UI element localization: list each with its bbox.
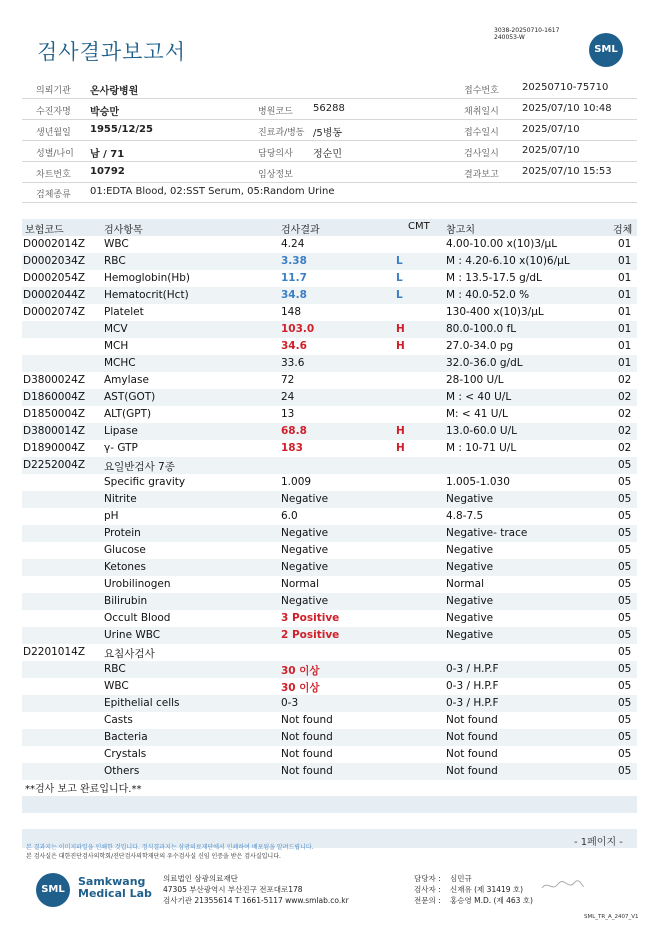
- col-ref: 참고치: [446, 225, 475, 236]
- cell-ref: 4.00-10.00 x(10)3/μL: [446, 237, 558, 250]
- hosp-code-label: 병원코드: [258, 107, 293, 117]
- cell-item: Hematocrit(Hct): [104, 288, 189, 301]
- cell-specimen: 05: [618, 543, 632, 556]
- cell-cmt: L: [396, 288, 403, 301]
- table-row: [22, 610, 637, 627]
- cell-specimen: 01: [618, 288, 632, 301]
- table-row: [22, 559, 637, 576]
- sml-logo: SML: [589, 33, 623, 67]
- cell-specimen: 05: [618, 611, 632, 624]
- table-row: [22, 321, 637, 338]
- sex-age-label: 성별/나이: [36, 149, 74, 159]
- cell-item: γ- GTP: [104, 441, 138, 454]
- signature-icon: [540, 878, 586, 892]
- cell-specimen: 05: [618, 577, 632, 590]
- table-row: [22, 474, 637, 491]
- cell-specimen: 05: [618, 509, 632, 522]
- cell-result: Negative: [281, 492, 329, 505]
- cell-specimen: 02: [618, 390, 632, 403]
- test-date-label: 검사일시: [464, 149, 499, 159]
- cell-cmt: H: [396, 441, 405, 454]
- cell-ref: Negative: [446, 560, 494, 573]
- table-row: [22, 644, 637, 661]
- cell-item: MCV: [104, 322, 128, 335]
- cell-item: 요일반검사 7종: [104, 460, 175, 473]
- results-table-header: [22, 219, 637, 236]
- cell-item: Epithelial cells: [104, 696, 180, 709]
- dept-label: 진료과/병동: [258, 128, 305, 138]
- cell-result: 4.24: [281, 237, 305, 250]
- doctor-label: 담당의사: [258, 149, 293, 159]
- report-date-label: 결과보고: [464, 170, 499, 180]
- cell-result: 33.6: [281, 356, 305, 369]
- cell-result: 30 이상: [281, 664, 320, 677]
- cell-result: 24: [281, 390, 295, 403]
- cell-code: D2201014Z: [23, 645, 86, 658]
- cell-item: Specific gravity: [104, 475, 186, 488]
- report-date-value: 2025/07/10 15:53: [522, 166, 612, 177]
- cell-ref: Negative- trace: [446, 526, 528, 539]
- cell-code: D0002044Z: [23, 288, 86, 301]
- hosp-code-value: 56288: [313, 103, 345, 114]
- cell-specimen: 05: [618, 475, 632, 488]
- cell-specimen: 01: [618, 305, 632, 318]
- chart-label: 차트번호: [36, 170, 71, 180]
- cell-cmt: H: [396, 322, 405, 335]
- cell-specimen: 05: [618, 747, 632, 760]
- cell-code: D1860004Z: [23, 390, 86, 403]
- table-row: [22, 576, 637, 593]
- cell-ref: 4.8-7.5: [446, 509, 484, 522]
- cell-result: Not found: [281, 747, 333, 760]
- cell-cmt: L: [396, 254, 403, 267]
- table-row: [22, 270, 637, 287]
- cell-ref: Not found: [446, 730, 498, 743]
- staff2-label: 검사자 :: [414, 885, 441, 894]
- cell-item: 요침사검사: [104, 647, 155, 660]
- table-row: [22, 406, 637, 423]
- cell-item: MCH: [104, 339, 129, 352]
- cell-ref: 13.0-60.0 U/L: [446, 424, 517, 437]
- cell-specimen: 05: [618, 560, 632, 573]
- cell-code: D3800014Z: [23, 424, 86, 437]
- cell-ref: M: < 41 U/L: [446, 407, 508, 420]
- cell-item: Hemoglobin(Hb): [104, 271, 191, 284]
- table-row: [22, 389, 637, 406]
- cell-cmt: H: [396, 424, 405, 437]
- chart-value: 10792: [90, 166, 125, 177]
- cell-ref: Negative: [446, 492, 494, 505]
- cell-result: 13: [281, 407, 295, 420]
- cell-code: D2252004Z: [23, 458, 86, 471]
- cell-ref: 0-3 / H.P.F: [446, 679, 499, 692]
- dob-label: 생년월일: [36, 128, 71, 138]
- cell-specimen: 05: [618, 645, 632, 658]
- institution-label: 의뢰기관: [36, 86, 71, 96]
- staff2-value: 신재유 (제 31419 호): [450, 885, 524, 894]
- table-row: [22, 372, 637, 389]
- receipt-date-label: 접수일시: [464, 128, 499, 138]
- cell-specimen: 05: [618, 628, 632, 641]
- cell-ref: M : < 40 U/L: [446, 390, 512, 403]
- footer-company: [78, 876, 152, 900]
- cell-specimen: 05: [618, 526, 632, 539]
- cell-item: Protein: [104, 526, 141, 539]
- cell-specimen: 01: [618, 356, 632, 369]
- cell-ref: 0-3 / H.P.F: [446, 696, 499, 709]
- cell-ref: 27.0-34.0 pg: [446, 339, 514, 352]
- patient-value: 박승만: [90, 107, 119, 118]
- col-code: 보험코드: [25, 225, 64, 236]
- cell-specimen: 01: [618, 339, 632, 352]
- table-row: [22, 729, 637, 746]
- cell-result: 148: [281, 305, 302, 318]
- cell-code: D0002054Z: [23, 271, 86, 284]
- cell-ref: Normal: [446, 577, 484, 590]
- cell-result: 34.6: [281, 339, 307, 352]
- cell-item: Crystals: [104, 747, 147, 760]
- cell-item: Occult Blood: [104, 611, 171, 624]
- table-row: [22, 338, 637, 355]
- cell-ref: Not found: [446, 713, 498, 726]
- cell-item: pH: [104, 509, 119, 522]
- table-row: [22, 423, 637, 440]
- col-item: 검사항목: [104, 225, 143, 236]
- table-row: [22, 695, 637, 712]
- barcode-number: [494, 27, 559, 41]
- cell-result: Negative: [281, 543, 329, 556]
- cell-result: 68.8: [281, 424, 307, 437]
- cell-result: Not found: [281, 713, 333, 726]
- cell-specimen: 05: [618, 713, 632, 726]
- col-specimen: 검체: [613, 225, 633, 236]
- table-row: [22, 236, 637, 253]
- cell-result: Not found: [281, 764, 333, 777]
- cell-ref: 80.0-100.0 fL: [446, 322, 517, 335]
- cell-item: WBC: [104, 679, 129, 692]
- cell-item: ALT(GPT): [104, 407, 152, 420]
- institution-value: 온사랑병원: [90, 86, 139, 97]
- cell-item: Bacteria: [104, 730, 148, 743]
- cell-ref: Negative: [446, 611, 494, 624]
- blank-row: [22, 796, 637, 813]
- cell-ref: M : 10-71 U/L: [446, 441, 517, 454]
- cell-specimen: 05: [618, 730, 632, 743]
- table-row: [22, 746, 637, 763]
- table-row: [22, 627, 637, 644]
- patient-label: 수진자명: [36, 107, 71, 117]
- cell-item: Urobilinogen: [104, 577, 171, 590]
- table-row: [22, 287, 637, 304]
- dept-value: /5병동: [313, 128, 343, 139]
- cell-ref: M : 4.20-6.10 x(10)6/μL: [446, 254, 570, 267]
- cell-result: 3.38: [281, 254, 307, 267]
- cell-ref: Negative: [446, 594, 494, 607]
- cell-specimen: 02: [618, 373, 632, 386]
- specimen-label: 검체종류: [36, 190, 71, 200]
- cell-item: RBC: [104, 254, 126, 267]
- document-number: SML_TR_A_2407_V1: [584, 914, 639, 920]
- cell-item: Casts: [104, 713, 133, 726]
- table-row: [22, 355, 637, 372]
- cell-result: 103.0: [281, 322, 315, 335]
- cell-item: Amylase: [104, 373, 149, 386]
- cell-specimen: 01: [618, 237, 632, 250]
- page-number: - 1페이지 -: [574, 837, 623, 848]
- cell-result: 0-3: [281, 696, 299, 709]
- cell-ref: Negative: [446, 543, 494, 556]
- cell-item: MCHC: [104, 356, 136, 369]
- cell-result: 1.009: [281, 475, 312, 488]
- table-row: [22, 593, 637, 610]
- cell-result: 34.8: [281, 288, 307, 301]
- cell-code: D0002014Z: [23, 237, 86, 250]
- cell-result: 183: [281, 441, 303, 454]
- table-row: [22, 661, 637, 678]
- cell-item: Nitrite: [104, 492, 137, 505]
- header-row-6: [22, 182, 637, 203]
- table-row: [22, 491, 637, 508]
- col-result: 검사결과: [281, 225, 320, 236]
- cell-result: Normal: [281, 577, 319, 590]
- table-row: [22, 542, 637, 559]
- cell-result: 6.0: [281, 509, 298, 522]
- cell-item: RBC: [104, 662, 126, 675]
- cell-ref: Not found: [446, 764, 498, 777]
- cell-specimen: 05: [618, 696, 632, 709]
- cell-item: AST(GOT): [104, 390, 156, 403]
- specimen-value: 01:EDTA Blood, 02:SST Serum, 05:Random Urine: [90, 186, 335, 197]
- footer-logo: SML: [36, 873, 70, 907]
- dob-value: 1955/12/25: [90, 124, 153, 135]
- cell-specimen: 05: [618, 764, 632, 777]
- header-row-1: [22, 78, 637, 99]
- cell-specimen: 01: [618, 254, 632, 267]
- cell-item: Bilirubin: [104, 594, 148, 607]
- barcode-line-1: 3038-20250710-1617: [494, 27, 560, 34]
- footer-address: 47305 부산광역시 부산진구 전포대로178: [163, 885, 303, 894]
- barcode-line-2: 240053-W: [494, 34, 525, 41]
- clinical-label: 임상정보: [258, 170, 293, 180]
- table-row: [22, 763, 637, 780]
- test-date-value: 2025/07/10: [522, 145, 580, 156]
- footer-org: 의료법인 삼광의료재단: [163, 874, 238, 883]
- cell-code: D1890004Z: [23, 441, 86, 454]
- cell-specimen: 02: [618, 407, 632, 420]
- table-row: [22, 457, 637, 474]
- image-notice: 본 결과지는 이미지파일을 인쇄한 것입니다. 정식결과지는 삼광의료재단에서 인쇄하여 배포됨을 알려드립니다.: [26, 844, 314, 851]
- company-line-2: Medical Lab: [78, 887, 152, 900]
- cell-result: 30 이상: [281, 681, 320, 694]
- cell-result: 3 Positive: [281, 611, 340, 624]
- table-row: [22, 525, 637, 542]
- staff3-value: 홍승영 M.D. (제 463 호): [450, 896, 533, 905]
- cell-item: Platelet: [104, 305, 144, 318]
- cell-item: Others: [104, 764, 140, 777]
- cell-cmt: L: [396, 271, 403, 284]
- table-row: [22, 712, 637, 729]
- cell-result: Negative: [281, 560, 329, 573]
- page-title: 검사결과보고서: [37, 40, 187, 64]
- cell-specimen: 05: [618, 492, 632, 505]
- cell-cmt: H: [396, 339, 405, 352]
- cell-ref: M : 40.0-52.0 %: [446, 288, 530, 301]
- cell-result: Negative: [281, 526, 329, 539]
- table-row: [22, 440, 637, 457]
- staff3-label: 전문의 :: [414, 896, 441, 905]
- cell-item: WBC: [104, 237, 129, 250]
- staff1-label: 담당자 :: [414, 874, 441, 883]
- cell-item: Ketones: [104, 560, 146, 573]
- cell-ref: 28-100 U/L: [446, 373, 504, 386]
- header-row-4: [22, 141, 637, 162]
- table-row: [22, 253, 637, 270]
- header-row-5: [22, 162, 637, 183]
- cell-ref: M : 13.5-17.5 g/dL: [446, 271, 542, 284]
- cell-code: D0002034Z: [23, 254, 86, 267]
- cell-item: Urine WBC: [104, 628, 161, 641]
- receipt-date-value: 2025/07/10: [522, 124, 580, 135]
- cell-result: Not found: [281, 730, 333, 743]
- cell-ref: 0-3 / H.P.F: [446, 662, 499, 675]
- sex-age-value: 남 / 71: [90, 149, 125, 160]
- cell-specimen: 05: [618, 679, 632, 692]
- cell-ref: 130-400 x(10)3/μL: [446, 305, 544, 318]
- accreditation-notice: 본 검사실은 대한진단검사의학회/진단검사의학재단의 우수검사실 신임 인증을 받은 검사실입니다.: [26, 853, 281, 860]
- cell-specimen: 05: [618, 458, 632, 471]
- cell-specimen: 01: [618, 271, 632, 284]
- cell-specimen: 02: [618, 424, 632, 437]
- table-row: [22, 508, 637, 525]
- company-line-1: Samkwang: [78, 875, 146, 888]
- cell-result: 11.7: [281, 271, 307, 284]
- collect-date-label: 채취일시: [464, 107, 499, 117]
- receipt-no-value: 20250710-75710: [522, 82, 609, 93]
- report-complete-text: [22, 779, 637, 796]
- cell-ref: Not found: [446, 747, 498, 760]
- cell-code: D3800024Z: [23, 373, 86, 386]
- collect-date-value: 2025/07/10 10:48: [522, 103, 612, 114]
- doctor-value: 정순민: [313, 149, 342, 160]
- report-complete-label: **검사 보고 완료입니다.**: [25, 784, 142, 795]
- footer-contact: 검사기관 21355614 T 1661-5117 www.smlab.co.kr: [163, 896, 349, 905]
- cell-result: 2 Positive: [281, 628, 340, 641]
- cell-specimen: 05: [618, 662, 632, 675]
- table-row: [22, 678, 637, 695]
- cell-ref: 32.0-36.0 g/dL: [446, 356, 523, 369]
- receipt-no-label: 접수번호: [464, 86, 499, 96]
- cell-specimen: 05: [618, 594, 632, 607]
- cell-item: Lipase: [104, 424, 138, 437]
- col-cmt: CMT: [408, 221, 430, 232]
- cell-result: 72: [281, 373, 295, 386]
- table-row: [22, 304, 637, 321]
- cell-item: Glucose: [104, 543, 146, 556]
- cell-result: Negative: [281, 594, 329, 607]
- header-row-2: [22, 99, 637, 120]
- header-row-3: [22, 120, 637, 141]
- cell-code: D0002074Z: [23, 305, 86, 318]
- cell-specimen: 02: [618, 441, 632, 454]
- cell-code: D1850004Z: [23, 407, 86, 420]
- cell-ref: 1.005-1.030: [446, 475, 510, 488]
- cell-specimen: 01: [618, 322, 632, 335]
- cell-ref: Negative: [446, 628, 494, 641]
- staff1-value: 심민규: [450, 874, 472, 883]
